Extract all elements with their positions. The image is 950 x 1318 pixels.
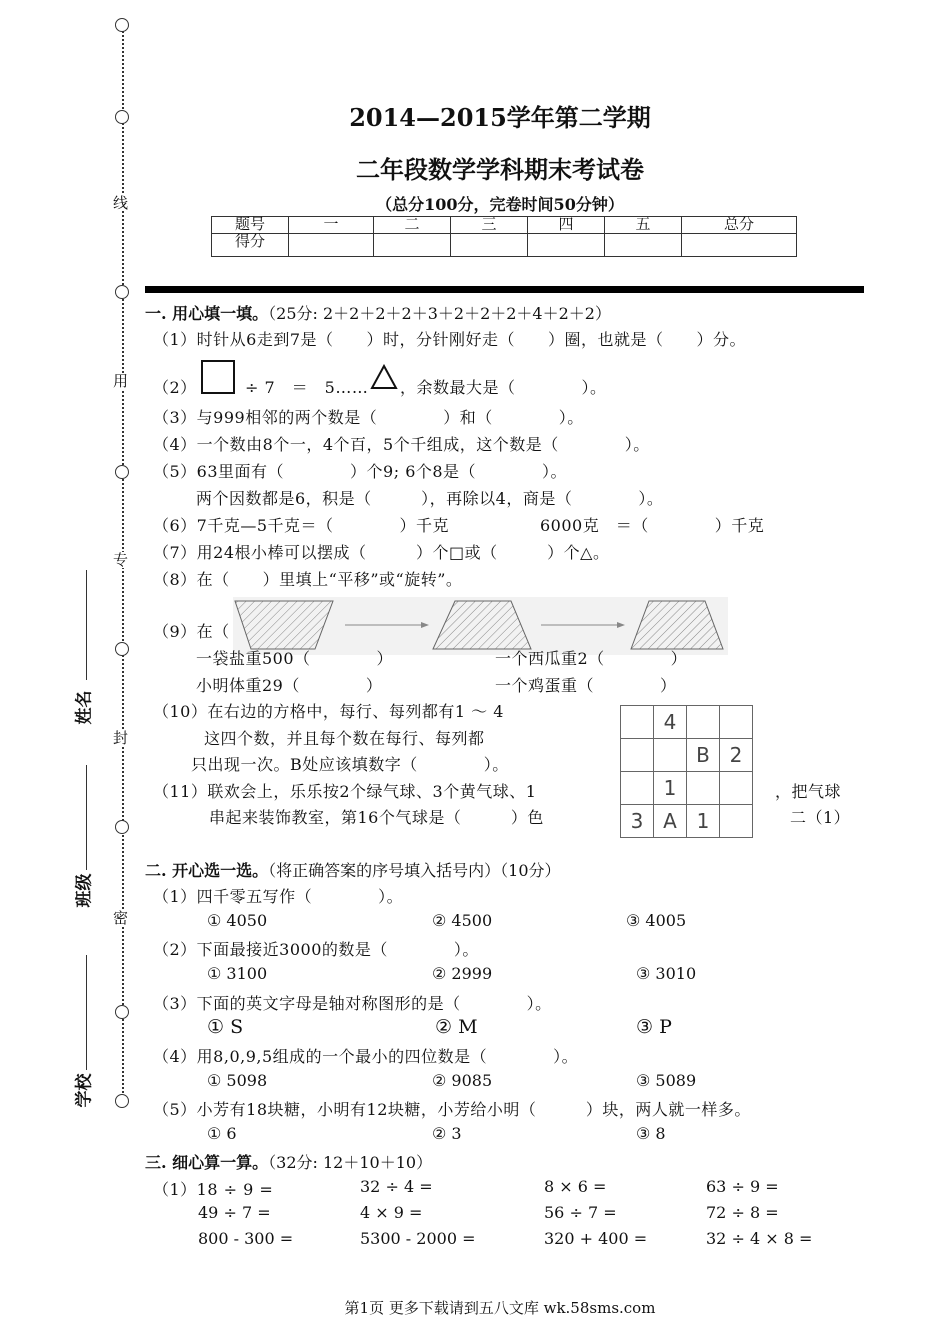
calc-item: 32 ÷ 4 × 8 = [706, 1229, 813, 1248]
number-grid [620, 705, 753, 838]
question-1-11: （11）联欢会上，乐乐按2个绿气球、3个黄气球、1 [153, 782, 537, 801]
option: ② 9085 [432, 1071, 493, 1090]
question-1-10c: 只出现一次。B处应该填数字（ ）。 [191, 755, 509, 774]
binding-circle [115, 465, 129, 479]
exam-title: 二年段数学学科期末考试卷 [356, 155, 644, 184]
grid-cell [720, 706, 753, 739]
calc-item: 320 + 400 = [544, 1229, 648, 1248]
calc-item: 800 - 300 = [198, 1229, 294, 1248]
section-1-points: （25分: 2＋2＋2＋2＋3＋2＋2＋2＋4＋2＋2） [268, 304, 611, 323]
option: ① 6 [207, 1124, 237, 1143]
grid-cell: 3 [621, 805, 654, 838]
section-1-title: 一. 用心填一填。 [145, 304, 269, 323]
question-1-11b: 串起来装饰教室，第16个气球是（ ）色 [209, 808, 544, 827]
grid-cell: 4 [654, 706, 687, 739]
calc-item: 8 × 6 = [544, 1177, 607, 1196]
grid-cell [687, 772, 720, 805]
grid-cell [654, 739, 687, 772]
option: ② 3 [432, 1124, 462, 1143]
question-1-11-tail: ，把气球 [775, 782, 842, 801]
grid-cell: B [687, 739, 720, 772]
square-icon [201, 360, 235, 394]
grid-cell [720, 805, 753, 838]
grid-cell [621, 739, 654, 772]
question-2-4: （4）用8,0,9,5组成的一个最小的四位数是（ ）。 [153, 1047, 579, 1066]
calc-item: 72 ÷ 8 = [706, 1203, 779, 1222]
question-1-11c: 二（1） [790, 808, 851, 827]
question-1-6b: 6000克 ＝（ ）千克 [540, 516, 765, 535]
option: ① 4050 [207, 911, 268, 930]
question-1-2-label: （2） [153, 378, 197, 397]
score-header-cell: 一 [289, 217, 374, 234]
option: ① 5098 [207, 1071, 268, 1090]
triangle-icon [370, 364, 398, 390]
binding-char: 用 [113, 372, 129, 390]
score-table [211, 216, 797, 257]
question-1-6: （6）7千克—5千克＝（ ）千克 [153, 516, 450, 535]
binding-circle [115, 285, 129, 299]
option: ② M [435, 1016, 478, 1038]
grid-cell: A [654, 805, 687, 838]
grid-cell [621, 772, 654, 805]
question-2-5: （5）小芳有18块糖，小明有12块糖，小芳给小明（ ）块，两人就一样多。 [153, 1100, 751, 1119]
section-1-heading [145, 301, 611, 324]
question-1-2-expr: ÷ 7 ＝ 5…… [245, 378, 369, 397]
binding-circle [115, 18, 129, 32]
question-1-5: （5）63里面有（ ）个9; 6个8是（ ）。 [153, 462, 568, 481]
binding-circle [115, 642, 129, 656]
option: ③ 3010 [636, 964, 697, 983]
question-2-3: （3）下面的英文字母是轴对称图形的是（ ）。 [153, 994, 552, 1013]
section-2-heading [145, 858, 561, 881]
page-footer[interactable]: 第1页 更多下载请到五八文库 wk.58sms.com [344, 1299, 656, 1317]
score-cell[interactable] [682, 234, 797, 257]
question-1-1: （1）时针从6走到7是（ ）时，分针刚好走（ ）圈，也就是（ ）分。 [153, 330, 747, 349]
score-header-cell: 五 [605, 217, 682, 234]
exam-term: 2014—2015学年第二学期 [349, 103, 651, 132]
section-2-title: 二. 开心选一选。 [145, 861, 269, 880]
option: ③ 5089 [636, 1071, 697, 1090]
score-header-cell: 二 [374, 217, 451, 234]
calc-item: （1）18 ÷ 9 = [153, 1180, 274, 1199]
name-label: 姓名 [74, 690, 95, 725]
header-divider [145, 286, 864, 293]
score-cell[interactable] [528, 234, 605, 257]
school-label: 学校 [74, 1073, 95, 1108]
score-header-cell: 三 [451, 217, 528, 234]
calc-item: 63 ÷ 9 = [706, 1177, 779, 1196]
calc-item: 56 ÷ 7 = [544, 1203, 617, 1222]
score-cell[interactable] [289, 234, 374, 257]
question-1-4: （4）一个数由8个一，4个百，5个千组成，这个数是（ ）。 [153, 435, 650, 454]
grid-cell: 1 [654, 772, 687, 805]
calc-item: 5300 - 2000 = [360, 1229, 476, 1248]
binding-circle [115, 1005, 129, 1019]
section-3-points: （32分: 12＋10＋10） [268, 1153, 433, 1172]
binding-char: 专 [113, 551, 129, 569]
section-2-note: （将正确答案的序号填入括号内）（10分） [268, 861, 561, 880]
option: ① 3100 [207, 964, 268, 983]
score-header-cell: 题号 [212, 217, 289, 234]
grid-cell: 2 [720, 739, 753, 772]
name-write-line [86, 570, 87, 680]
calc-item: 32 ÷ 4 = [360, 1177, 433, 1196]
option: ③ P [636, 1016, 672, 1038]
question-2-2: （2）下面最接近3000的数是（ ）。 [153, 940, 479, 959]
option: ③ 4005 [626, 911, 687, 930]
question-1-9e: 一个鸡蛋重（ ） [495, 676, 677, 695]
class-write-line [86, 765, 87, 870]
question-1-9: （9）在（ [153, 622, 230, 641]
section-3-heading [145, 1150, 432, 1173]
score-cell[interactable] [374, 234, 451, 257]
calc-item: 4 × 9 = [360, 1203, 423, 1222]
score-header-cell: 总分 [682, 217, 797, 234]
binding-char: 线 [113, 194, 129, 212]
question-1-9d: 小明体重29（ ） [196, 676, 383, 695]
calc-item: 49 ÷ 7 = [198, 1203, 271, 1222]
question-1-9c: 一个西瓜重2（ ） [495, 649, 688, 668]
question-1-7: （7）用24根小棒可以摆成（ ）个□或（ ）个△。 [153, 543, 610, 562]
option: ① S [207, 1016, 244, 1038]
question-1-5b: 两个因数都是6，积是（ ），再除以4，商是（ ）。 [196, 489, 664, 508]
grid-cell [621, 706, 654, 739]
question-1-3: （3）与999相邻的两个数是（ ）和（ ）。 [153, 408, 584, 427]
exam-subtitle: （总分100分，完卷时间50分钟） [376, 195, 624, 214]
grid-cell [720, 772, 753, 805]
question-2-1: （1）四千零五写作（ ）。 [153, 887, 404, 906]
score-cell[interactable] [605, 234, 682, 257]
question-1-10: （10）在右边的方格中，每行、每列都有1 ～ 4 [153, 702, 504, 721]
school-write-line [86, 955, 87, 1070]
option: ③ 8 [636, 1124, 666, 1143]
question-1-10b: 这四个数，并且每个数在每行、每列都 [204, 729, 485, 748]
score-cell[interactable] [451, 234, 528, 257]
question-1-2-tail: ，余数最大是（ ）。 [400, 378, 607, 397]
question-1-8: （8）在（ ）里填上“平移”或“旋转”。 [153, 570, 463, 589]
question-1-9b: 一袋盐重500（ ） [196, 649, 394, 668]
score-row-label: 得分 [212, 234, 289, 257]
option: ② 4500 [432, 911, 493, 930]
binding-circle [115, 1094, 129, 1108]
score-header-cell: 四 [528, 217, 605, 234]
binding-circle [115, 820, 129, 834]
grid-cell: 1 [687, 805, 720, 838]
grid-cell [687, 706, 720, 739]
section-3-title: 三. 细心算一算。 [145, 1153, 269, 1172]
class-label: 班级 [74, 873, 95, 908]
binding-char: 封 [113, 729, 129, 747]
option: ② 2999 [432, 964, 493, 983]
binding-char: 密 [113, 909, 129, 927]
